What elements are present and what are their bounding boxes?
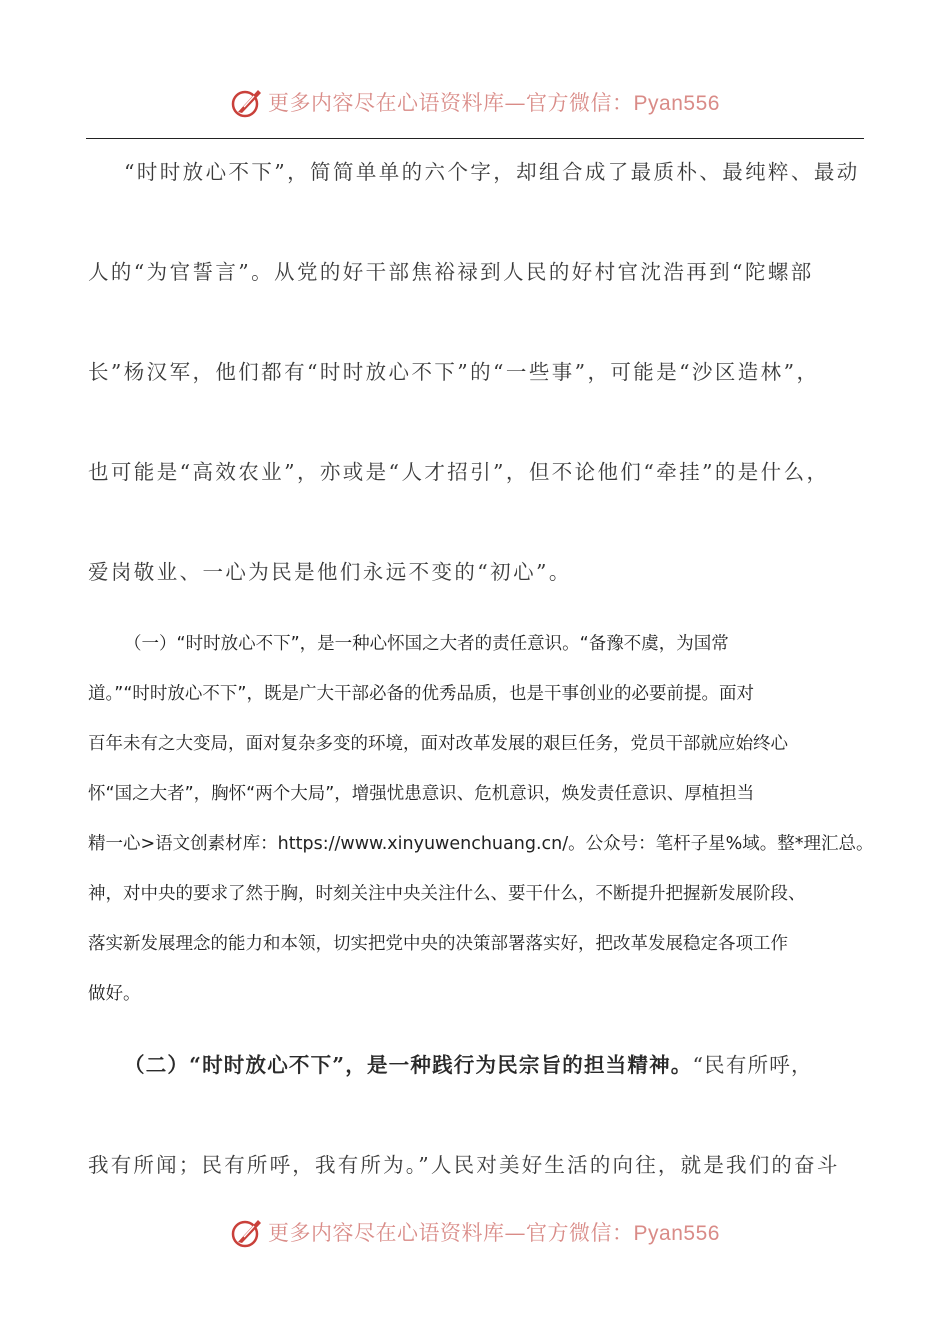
header-rule bbox=[86, 138, 864, 139]
para2-line-2: 道。”“时时放心不下”，既是广大干部必备的优秀品质，也是干事创业的必要前提。面对 bbox=[88, 684, 754, 704]
header-banner bbox=[0, 82, 950, 122]
quill-logo-icon bbox=[230, 1215, 264, 1249]
para2-line-1: （一）“时时放心不下”，是一种心怀国之大者的责任意识。“备豫不虞，为国常 bbox=[124, 634, 729, 654]
para1-line-1: “时时放心不下”，简简单单的六个字，却组合成了最质朴、最纯粹、最动 bbox=[124, 160, 860, 184]
para2-line-8: 做好。 bbox=[88, 984, 141, 1004]
para3-heading: （二）“时时放心不下”，是一种践行为民宗旨的担当精神。 bbox=[124, 1053, 693, 1077]
para2-line-4: 怀“国之大者”，胸怀“两个大局”，增强忧患意识、危机意识，焕发责任意识、厚植担当 bbox=[88, 784, 755, 804]
para3-line-1 bbox=[124, 1050, 864, 1080]
quill-logo-icon bbox=[230, 85, 264, 119]
para3-quote: “民有所呼， bbox=[692, 1053, 813, 1077]
footer-banner bbox=[0, 1212, 950, 1252]
para2-line-6: 神，对中央的要求了然于胸，时刻关注中央关注什么、要干什么，不断提升把握新发展阶段、 bbox=[88, 884, 806, 904]
para1-line-3: 长”杨汉军，他们都有“时时放心不下”的“一些事”，可能是“沙区造林”， bbox=[88, 360, 820, 384]
para1-line-2: 人的“为官誓言”。从党的好干部焦裕禄到人民的好村官沈浩再到“陀螺部 bbox=[88, 260, 814, 284]
para2-line-7: 落实新发展理念的能力和本领，切实把党中央的决策部署落实好，把改革发展稳定各项工作 bbox=[88, 934, 788, 954]
para3-line-2: 我有所闻；民有所呼，我有所为。”人民对美好生活的向往，就是我们的奋斗 bbox=[88, 1153, 840, 1177]
para2-line-5: 精一心>语文创素材库：https://www.xinyuwenchuang.cn/。公众号：笔杆子星%域。整*理汇总。 bbox=[88, 834, 874, 854]
para1-line-5: 爱岗敬业、一心为民是他们永远不变的“初心”。 bbox=[88, 560, 572, 584]
para2-line-3: 百年未有之大变局，面对复杂多变的环境，面对改革发展的艰巨任务，党员干部就应始终心 bbox=[88, 734, 788, 754]
footer-banner-text: 更多内容尽在心语资料库—官方微信：Pyan556 bbox=[268, 1221, 720, 1245]
header-banner-text: 更多内容尽在心语资料库—官方微信：Pyan556 bbox=[268, 91, 720, 115]
para1-line-4: 也可能是“高效农业”，亦或是“人才招引”，但不论他们“牵挂”的是什么， bbox=[88, 460, 830, 484]
